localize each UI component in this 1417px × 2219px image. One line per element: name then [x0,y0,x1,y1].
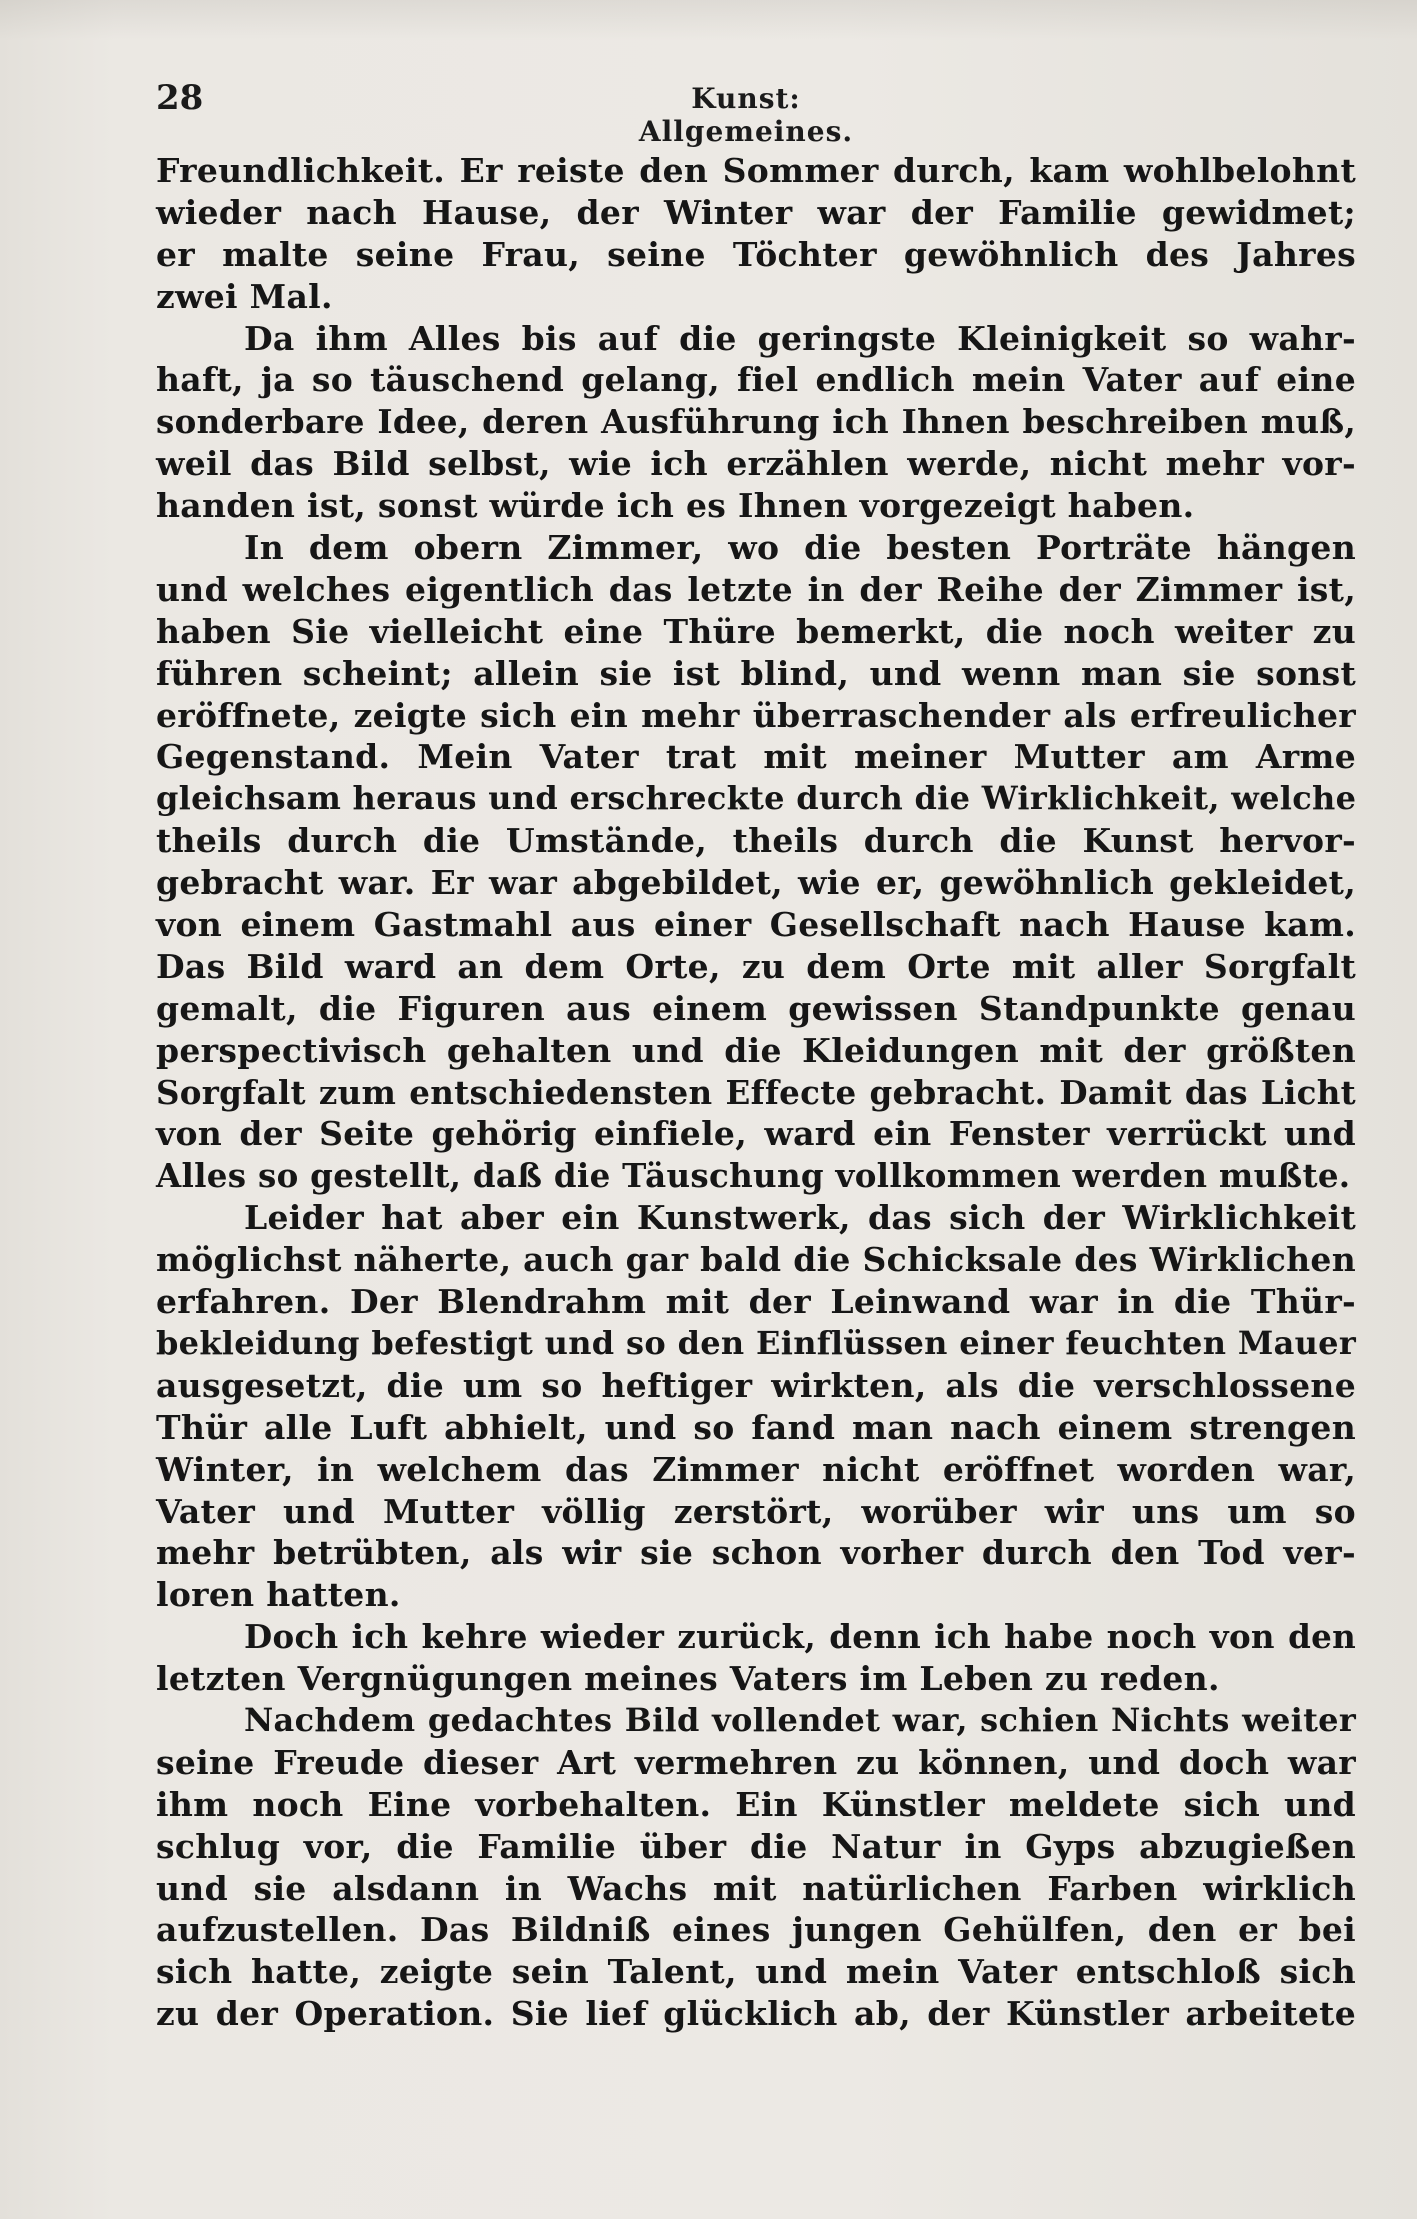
text-line: Freundlichkeit. Er reiste den Sommer durch, kam wohlbelohnt [156,151,1356,190]
text-line: Da ihm Alles bis auf die geringste Kleinigkeit so wahr- [244,318,1356,358]
text-line: von der Seite gehörig einfiele, ward ein Fenster verrückt und [156,1114,1356,1154]
text-line: Thür alle Luft abhielt, und so fand man nach einem strengen [156,1407,1356,1447]
text-line: Sorgfalt zum entschiedensten Effecte gebracht. Damit das Licht [156,1072,1356,1112]
running-head: Kunst: Allgemeines. [638,82,854,148]
text-line: Gegenstand. Mein Vater trat mit meiner Mutter am Arme [156,737,1356,777]
text-line: Alles so gestellt, daß die Täuschung vollkommen werden mußte. [156,1156,1351,1196]
text-line: gleichsam heraus und erschreckte durch die Wirklichkeit, welche [156,779,1357,818]
text-line: aufzustellen. Das Bildniß eines jungen Gehülfen, den er bei [156,1910,1356,1950]
text-line: Vater und Mutter völlig zerstört, worüber wir uns um so [156,1491,1356,1531]
text-line: perspectivisch gehalten und die Kleidungen mit der größten [156,1030,1356,1070]
text-line: Doch ich kehre wieder zurück, denn ich habe noch von den [244,1617,1356,1657]
text-line: zu der Operation. Sie lief glücklich ab, der Künstler arbeitete [156,1994,1356,2034]
page-header [156,78,1356,148]
text-line: wieder nach Hause, der Winter war der Familie gewidmet; [156,192,1356,232]
text-line: zwei Mal. [156,276,333,316]
text-line: möglichst näherte, auch gar bald die Schicksale des Wirklichen [156,1240,1356,1280]
page-number: 28 [156,78,204,118]
text-line: haben Sie vielleicht eine Thüre bemerkt, die noch weiter zu [156,611,1356,651]
text-line: weil das Bild selbst, wie ich erzählen werde, nicht mehr vor- [156,444,1356,484]
text-line: gemalt, die Figuren aus einem gewissen Standpunkte genau [156,988,1356,1028]
text-line: Das Bild ward an dem Orte, zu dem Orte mit aller Sorgfalt [156,946,1356,986]
text-line: Leider hat aber ein Kunstwerk, das sich der Wirklichkeit [244,1198,1356,1238]
text-line: Winter, in welchem das Zimmer nicht eröffnet worden war, [156,1449,1356,1489]
text-line: gebracht war. Er war abgebildet, wie er, gewöhnlich gekleidet, [156,863,1356,903]
text-line: von einem Gastmahl aus einer Gesellschaft nach Hause kam. [156,905,1356,945]
text-line: und sie alsdann in Wachs mit natürlichen Farben wirklich [156,1868,1356,1908]
page-shadow [0,0,1417,40]
text-line: handen ist, sonst würde ich es Ihnen vorgezeigt haben. [156,486,1195,526]
text-line: schlug vor, die Familie über die Natur in Gyps abzugießen [156,1826,1356,1866]
text-line: Nachdem gedachtes Bild vollendet war, schien Nichts weiter [244,1700,1356,1739]
text-line: loren hatten. [156,1575,401,1615]
text-line: sonderbare Idee, deren Ausführung ich Ihnen beschreiben muß, [156,402,1356,442]
text-line: erfahren. Der Blendrahm mit der Leinwand war in die Thür- [156,1282,1356,1322]
text-line: In dem obern Zimmer, wo die besten Porträte hängen [244,528,1356,568]
text-line: führen scheint; allein sie ist blind, und wenn man sie sonst [156,653,1356,693]
text-line: ihm noch Eine vorbehalten. Ein Künstler meldete sich und [156,1784,1356,1824]
text-line: er malte seine Frau, seine Töchter gewöhnlich des Jahres [156,234,1356,274]
text-line: haft, ja so täuschend gelang, fiel endlich mein Vater auf eine [156,360,1356,400]
text-body [156,150,1356,2035]
text-line: theils durch die Umstände, theils durch die Kunst hervor- [156,821,1356,861]
text-line: seine Freude dieser Art vermehren zu können, und doch war [156,1742,1356,1782]
text-line: und welches eigentlich das letzte in der Reihe der Zimmer ist, [156,569,1356,609]
text-line: mehr betrübten, als wir sie schon vorher durch den Tod ver- [156,1533,1356,1573]
text-line: ausgesetzt, die um so heftiger wirkten, als die verschlossene [156,1365,1356,1405]
text-line: letzten Vergnügungen meines Vaters im Leben zu reden. [156,1659,1220,1699]
text-line: eröffnete, zeigte sich ein mehr überraschender als erfreulicher [156,695,1356,735]
text-line: sich hatte, zeigte sein Talent, und mein Vater entschloß sich [156,1952,1356,1992]
text-line: bekleidung befestigt und so den Einflüssen einer feuchten Mauer [156,1323,1356,1362]
